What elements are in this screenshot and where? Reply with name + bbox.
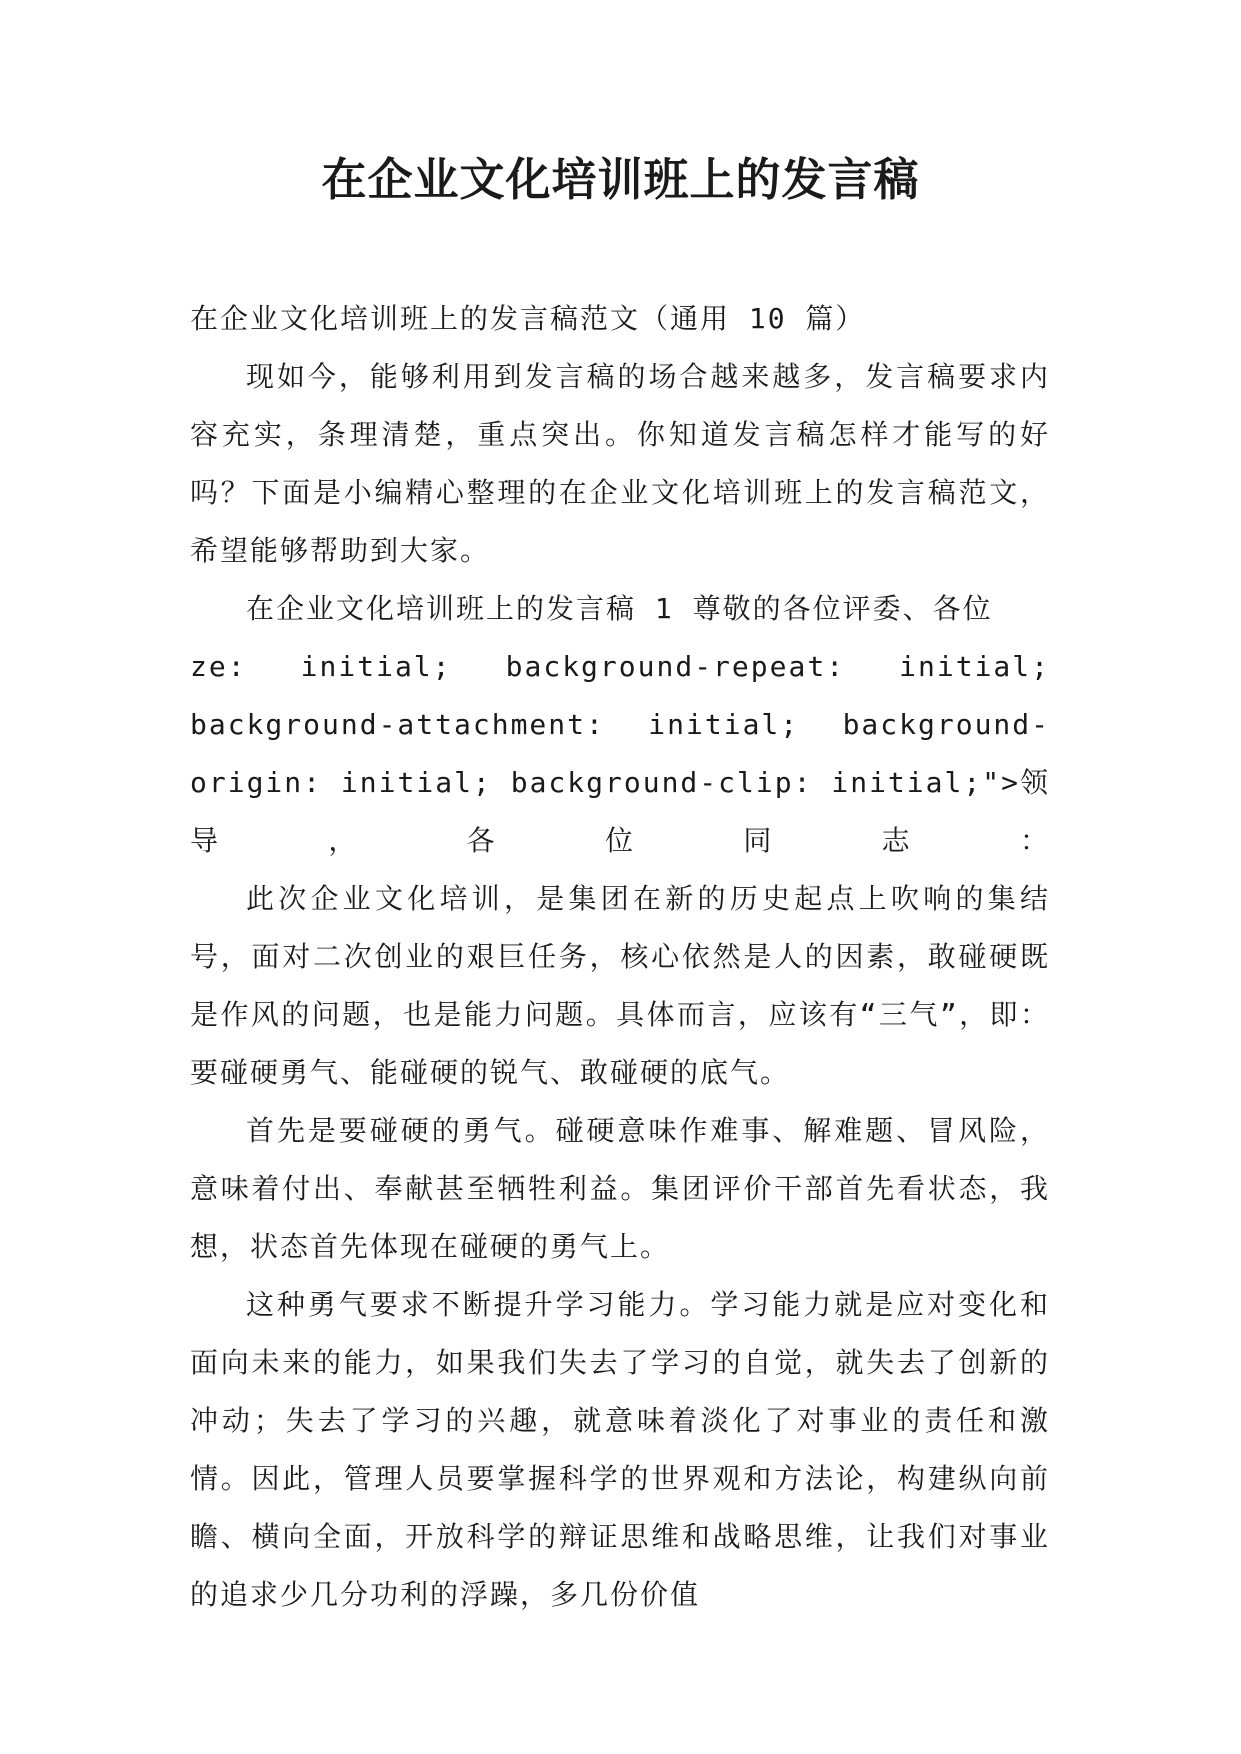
document-title: 在企业文化培训班上的发言稿 [321,153,920,206]
paragraph-intro: 现如今，能够利用到发言稿的场合越来越多，发言稿要求内容充实，条理清楚，重点突出。你知道发言稿怎样才能写的好吗？下面是小编精心整理的在企业文化培训班上的发言稿范文，希望能够帮助到大家。 [190,360,1050,567]
document-body [190,290,1050,1624]
paragraph-speech-heading: 在企业文化培训班上的发言稿 1 尊敬的各位评委、各位 [246,592,993,625]
paragraph-learning-ability: 这种勇气要求不断提升学习能力。学习能力就是应对变化和面向未来的能力，如果我们失去了学习的自觉，就失去了创新的冲动；失去了学习的兴趣，就意味着淡化了对事业的责任和激情。因此，管理人员要掌握科学的世界观和方法论，构建纵向前瞻、横向全面，开放科学的辩证思维和战略思维，让我们对事业的追求少几分功利的浮躁，多几份价值 [190,1288,1050,1611]
paragraph-stray-style-text: ze: initial; background-repeat: initial; background-attachment: initial; background-origin: initial; background-clip: initial;">领导，各位同志： [190,650,1050,857]
document-subtitle: 在企业文化培训班上的发言稿范文（通用 10 篇） [190,302,866,335]
paragraph-training-overview: 此次企业文化培训，是集团在新的历史起点上吹响的集结号，面对二次创业的艰巨任务，核心依然是人的因素，敢碰硬既是作风的问题，也是能力问题。具体而言，应该有“三气”，即：要碰硬勇气、能碰硬的锐气、敢碰硬的底气。 [190,882,1050,1089]
paragraph-courage: 首先是要碰硬的勇气。碰硬意味作难事、解难题、冒风险，意味着付出、奉献甚至牺牲利益。集团评价干部首先看状态，我想，状态首先体现在碰硬的勇气上。 [190,1114,1050,1263]
